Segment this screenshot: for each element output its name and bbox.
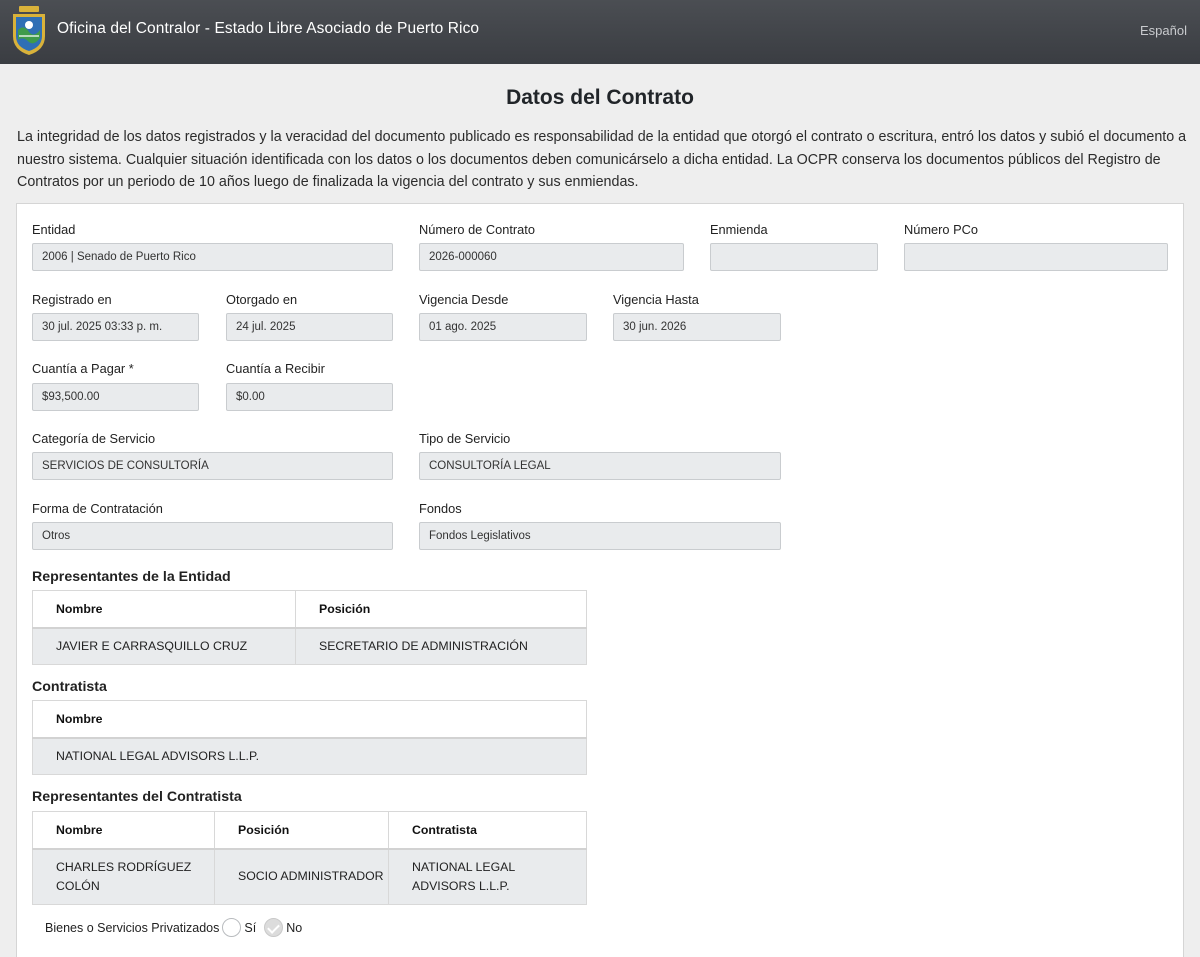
enmienda-field[interactable]: [710, 243, 878, 271]
vigencia-hasta-field[interactable]: 30 jun. 2026: [613, 313, 781, 341]
radio-no[interactable]: [264, 918, 283, 937]
contratista-title: Contratista: [32, 679, 107, 695]
tipo-servicio-label: Tipo de Servicio: [419, 431, 511, 446]
forma-contratacion-label: Forma de Contratación: [32, 501, 163, 516]
column-header-posicion[interactable]: Posición: [296, 591, 587, 628]
column-header-nombre[interactable]: Nombre: [33, 591, 296, 628]
cuantia-pagar-label: Cuantía a Pagar *: [32, 361, 134, 376]
cuantia-pagar-field[interactable]: $93,500.00: [32, 383, 199, 411]
fondos-label: Fondos: [419, 501, 462, 516]
categoria-servicio-field[interactable]: SERVICIOS DE CONSULTORÍA: [32, 452, 393, 480]
cuantia-recibir-field[interactable]: $0.00: [226, 383, 393, 411]
numero-contrato-label: Número de Contrato: [419, 222, 535, 237]
representantes-entidad-table: [32, 590, 587, 665]
cell-posicion: SOCIO ADMINISTRADOR: [215, 849, 389, 905]
radio-no-label[interactable]: No: [286, 920, 303, 935]
cell-nombre: NATIONAL LEGAL ADVISORS L.L.P.: [33, 738, 587, 775]
intro-paragraph: La integridad de los datos registrados y la veracidad del documento publicado es responsabilidad de la entidad que otorgó el contrato o escritura, entró los datos y subió el documento a nuestro sistema. Cualquier situación identificada con los datos o los documentos deben comunicárselo a dicha entidad. La OCPR conserva los documentos públicos del Registro de Contratos por un periodo de 10 años luego de finalizada la vigencia del contrato y sus enmiendas.: [17, 129, 1187, 190]
otorgado-en-label: Otorgado en: [226, 292, 298, 307]
table-row: [33, 738, 587, 775]
column-header-contratista[interactable]: Contratista: [389, 812, 587, 849]
numero-pco-label: Número PCo: [904, 222, 978, 237]
column-header-nombre[interactable]: Nombre: [33, 812, 215, 849]
table-row: [33, 849, 587, 905]
cuantia-recibir-label: Cuantía a Recibir: [226, 361, 325, 376]
radio-si-label[interactable]: Sí: [244, 920, 257, 935]
puerto-rico-seal-logo[interactable]: [10, 6, 48, 56]
numero-pco-field[interactable]: [904, 243, 1168, 271]
forma-contratacion-field[interactable]: Otros: [32, 522, 393, 550]
table-row: [33, 628, 587, 665]
language-link[interactable]: Español: [1140, 23, 1187, 38]
registrado-en-label: Registrado en: [32, 292, 112, 307]
representantes-contratista-title: Representantes del Contratista: [32, 789, 242, 805]
representantes-entidad-title: Representantes de la Entidad: [32, 569, 231, 585]
categoria-servicio-label: Categoría de Servicio: [32, 431, 156, 446]
entidad-field[interactable]: 2006 | Senado de Puerto Rico: [32, 243, 393, 271]
privatizados-radio-group: [45, 918, 302, 937]
vigencia-hasta-label: Vigencia Hasta: [613, 292, 699, 307]
vigencia-desde-label: Vigencia Desde: [419, 292, 509, 307]
page-title: Datos del Contrato: [506, 86, 694, 109]
column-header-nombre[interactable]: Nombre: [33, 701, 587, 738]
cell-contratista: NATIONAL LEGAL ADVISORS L.L.P.: [389, 849, 587, 905]
fondos-field[interactable]: Fondos Legislativos: [419, 522, 781, 550]
vigencia-desde-field[interactable]: 01 ago. 2025: [419, 313, 587, 341]
contract-details-card: [16, 203, 1184, 957]
top-navbar: [0, 0, 1200, 64]
contratista-table: [32, 700, 587, 775]
numero-contrato-field[interactable]: 2026-000060: [419, 243, 684, 271]
column-header-posicion[interactable]: Posición: [215, 812, 389, 849]
entidad-label: Entidad: [32, 222, 76, 237]
cell-nombre: CHARLES RODRÍGUEZ COLÓN: [33, 849, 215, 905]
otorgado-en-field[interactable]: 24 jul. 2025: [226, 313, 393, 341]
cell-posicion: SECRETARIO DE ADMINISTRACIÓN: [296, 628, 587, 665]
enmienda-label: Enmienda: [710, 222, 768, 237]
tipo-servicio-field[interactable]: CONSULTORÍA LEGAL: [419, 452, 781, 480]
registrado-en-field[interactable]: 30 jul. 2025 03:33 p. m.: [32, 313, 199, 341]
cell-nombre: JAVIER E CARRASQUILLO CRUZ: [33, 628, 296, 665]
representantes-contratista-table: [32, 811, 587, 905]
privatizados-label: Bienes o Servicios Privatizados: [45, 920, 220, 935]
site-title[interactable]: Oficina del Contralor - Estado Libre Asociado de Puerto Rico: [57, 20, 480, 37]
radio-si[interactable]: [222, 918, 241, 937]
